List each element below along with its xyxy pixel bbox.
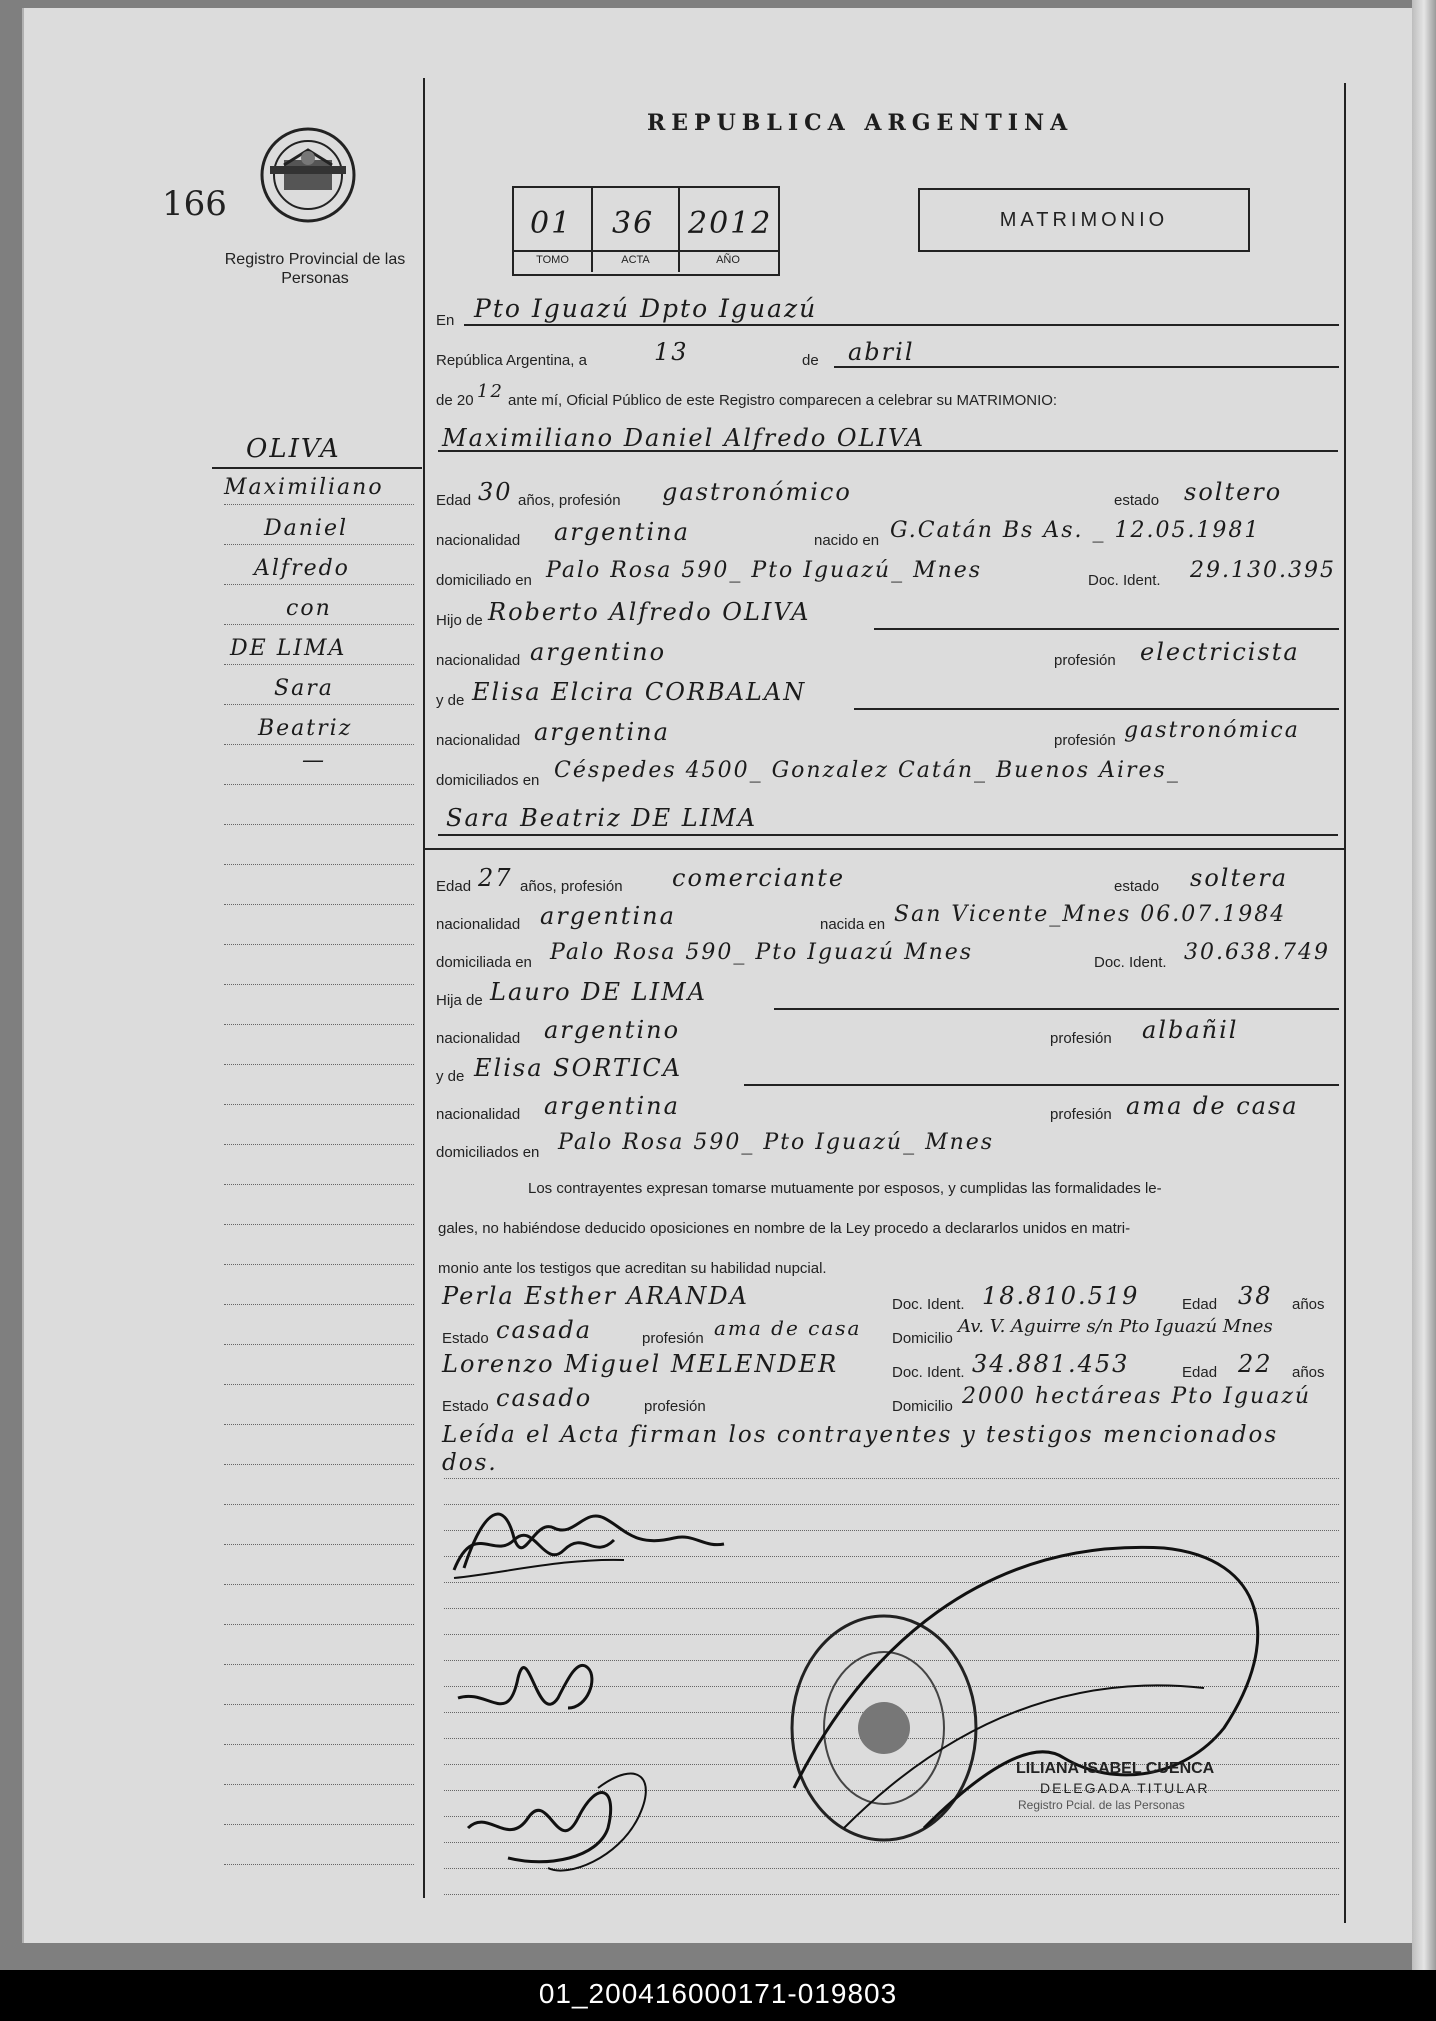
closing-line-1: Leída el Acta firman los contrayentes y testigos mencionados (442, 1422, 1279, 1448)
record-type: MATRIMONIO (918, 188, 1250, 252)
groom-mother-nat-label: nacionalidad (436, 732, 521, 749)
witness2-doc-label: Doc. Ident. (892, 1364, 965, 1381)
margin-rule-line (224, 824, 414, 825)
margin-rule-line (224, 864, 414, 865)
bride-profesion-label: años, profesión (520, 878, 623, 895)
margin-rule-line (224, 744, 414, 745)
margin-rule-line (224, 984, 414, 985)
groom-hijo-label: Hijo de (436, 612, 483, 629)
margin-rule-line (224, 664, 414, 665)
bride-father-nat-label: nacionalidad (436, 1030, 521, 1047)
groom-edad-label: Edad (436, 492, 472, 509)
witness1-age: 38 (1238, 1282, 1273, 1310)
margin-rule-line (224, 544, 414, 545)
groom-doc: 29.130.395 (1190, 558, 1336, 583)
margin-name: Maximiliano (224, 475, 384, 500)
margin-rule-line (224, 1304, 414, 1305)
witness1-estado-label: Estado (442, 1330, 489, 1347)
acta-value: 36 (612, 206, 655, 241)
groom-father: Roberto Alfredo OLIVA (488, 598, 811, 626)
bride-nacida-label: nacida en (820, 916, 886, 933)
margin-rule-line (224, 1024, 414, 1025)
witness2-edad-label: Edad (1182, 1364, 1218, 1381)
groom-father-prof: electricista (1140, 638, 1300, 666)
groom-yde-label: y de (436, 692, 465, 709)
witness1-profession: ama de casa (714, 1316, 862, 1340)
margin-dash: — (302, 748, 326, 773)
groom-domiciliado-label: domiciliado en (436, 572, 532, 589)
margin-rule-line (224, 1504, 414, 1505)
margin-name-surname: OLIVA (246, 434, 341, 464)
bride-father-rule (774, 1008, 1339, 1010)
margin-rule-line (224, 1144, 414, 1145)
margin-rule-line (224, 624, 414, 625)
groom-mother: Elisa Elcira CORBALAN (472, 678, 807, 706)
witness2-anos-label: años (1292, 1364, 1325, 1381)
groom-profession: gastronómico (662, 478, 852, 506)
image-code: 01_200416000171-019803 (538, 1978, 898, 2009)
witness2-age: 22 (1238, 1350, 1273, 1378)
section-rule (423, 848, 1344, 850)
groom-father-prof-label: profesión (1054, 652, 1116, 669)
witness2-estado: casado (496, 1384, 593, 1412)
groom-domiciliados-label: domiciliados en (436, 772, 540, 789)
anio-label: AÑO (716, 254, 740, 266)
witness1-domicilio-label: Domicilio (892, 1330, 953, 1347)
right-margin-rule (1344, 83, 1346, 1923)
bride-age: 27 (478, 864, 513, 892)
bride-estado-label: estado (1114, 878, 1160, 895)
year-prefix: de 20 (436, 392, 474, 409)
officer-name: LILIANA ISABEL CUENCA (1016, 1760, 1215, 1777)
witness1-anos-label: años (1292, 1296, 1325, 1313)
bride-doc: 30.638.749 (1184, 940, 1330, 965)
witness2-profesion-label: profesión (644, 1398, 706, 1415)
groom-father-nat-label: nacionalidad (436, 652, 521, 669)
margin-rule-line (224, 584, 414, 585)
margin-name-surname: DE LIMA (230, 636, 347, 661)
witness1-estado: casada (496, 1316, 593, 1344)
bride-yde-label: y de (436, 1068, 465, 1085)
witness1-doc: 18.810.519 (982, 1282, 1140, 1310)
declaration-line-1: Los contrayentes expresan tomarse mutuamente por esposos, y cumplidas las formalidades le- (528, 1180, 1162, 1197)
intro-statement: ante mí, Oficial Público de este Registro comparecen a celebrar su MATRIMONIO: (508, 392, 1058, 409)
de-label: de (802, 352, 819, 369)
witness2-estado-label: Estado (442, 1398, 489, 1415)
bride-father-prof-label: profesión (1050, 1030, 1112, 1047)
margin-rule-line (224, 1744, 414, 1745)
bride-hija-label: Hija de (436, 992, 483, 1009)
signature-rule-line (444, 1894, 1339, 1895)
groom-nationality: argentina (554, 518, 690, 546)
en-label: En (436, 312, 455, 329)
bride-father-nat: argentino (544, 1016, 681, 1044)
bride-name-rule (438, 834, 1338, 836)
margin-rule-line (224, 1224, 414, 1225)
anio-value: 2012 (688, 206, 773, 241)
margin-rule-line (224, 1104, 414, 1105)
groom-nacido-label: nacido en (814, 532, 880, 549)
groom-mother-prof: gastronómica (1124, 718, 1300, 743)
witness2-domicilio-label: Domicilio (892, 1398, 953, 1415)
margin-rule-line (224, 944, 414, 945)
groom-estado: soltero (1184, 478, 1283, 506)
declaration-line-3: monio ante los testigos que acreditan su habilidad nupcial. (438, 1260, 827, 1277)
margin-rule-line (224, 1424, 414, 1425)
margin-rule-line (224, 1584, 414, 1585)
box-label-rule (514, 250, 778, 252)
bride-father-prof: albañil (1142, 1016, 1239, 1044)
year-suffix: 12 (477, 381, 504, 402)
margin-rule-line (224, 1344, 414, 1345)
bride-nationality: argentina (540, 902, 676, 930)
margin-rule-line (224, 1464, 414, 1465)
bride-parents-address: Palo Rosa 590_ Pto Iguazú_ Mnes (558, 1130, 995, 1155)
bride-domiciliados-label: domiciliados en (436, 1144, 540, 1161)
bride-full-name: Sara Beatriz DE LIMA (446, 804, 758, 832)
place-rule (464, 324, 1339, 326)
tomo-label: TOMO (536, 254, 569, 266)
tomo-value: 01 (530, 206, 573, 241)
bride-estado: soltera (1190, 864, 1289, 892)
bride-doc-label: Doc. Ident. (1094, 954, 1167, 971)
acta-label: ACTA (621, 254, 650, 266)
place-value: Pto Iguazú Dpto Iguazú (474, 294, 818, 323)
bride-address: Palo Rosa 590_ Pto Iguazú Mnes (550, 940, 974, 965)
bride-mother-nat-label: nacionalidad (436, 1106, 521, 1123)
margin-rule-line (224, 1664, 414, 1665)
province-seal-icon (256, 120, 360, 230)
folio-number: 166 (162, 184, 227, 224)
margin-rule-line (224, 1704, 414, 1705)
witness2-name: Lorenzo Miguel MELENDER (442, 1350, 839, 1378)
bride-father: Lauro DE LIMA (490, 978, 707, 1006)
groom-father-rule (874, 628, 1339, 630)
country-title: REPUBLICA ARGENTINA (647, 110, 1074, 136)
witness2-doc: 34.881.453 (972, 1350, 1130, 1378)
margin-name: Sara (274, 676, 334, 701)
margin-name: Alfredo (254, 556, 350, 581)
groom-name-rule (438, 450, 1338, 452)
registry-name: Registro Provincial de las Personas (224, 251, 406, 287)
witness1-profesion-label: profesión (642, 1330, 704, 1347)
margin-rule-line (224, 1624, 414, 1625)
closing-line-2: dos. (442, 1450, 498, 1476)
bride-mother-rule (744, 1084, 1339, 1086)
margin-rule-line (224, 1544, 414, 1545)
witness1-address: Av. V. Aguirre s/n Pto Iguazú Mnes (958, 1316, 1273, 1337)
left-margin-rule (423, 78, 425, 1898)
margin-name: con (286, 596, 332, 621)
groom-birth: G.Catán Bs As. _ 12.05.1981 (890, 518, 1261, 543)
officer-office: Registro Pcial. de las Personas (1018, 1798, 1185, 1812)
margin-rule-line (224, 1264, 414, 1265)
bride-nacionalidad-label: nacionalidad (436, 916, 521, 933)
witness1-doc-label: Doc. Ident. (892, 1296, 965, 1313)
bride-signature-icon (444, 1500, 644, 1590)
margin-rule-line (224, 784, 414, 785)
margin-rule-line (224, 1184, 414, 1185)
groom-mother-nat: argentina (534, 718, 670, 746)
groom-estado-label: estado (1114, 492, 1160, 509)
groom-address: Palo Rosa 590_ Pto Iguazú_ Mnes (546, 558, 983, 583)
bride-birth: San Vicente_Mnes 06.07.1984 (894, 902, 1287, 927)
bride-profession: comerciante (672, 864, 846, 892)
groom-full-name: Maximiliano Daniel Alfredo OLIVA (442, 424, 926, 452)
witness1-name: Perla Esther ARANDA (442, 1282, 749, 1310)
margin-name: Beatriz (258, 716, 353, 741)
groom-nacionalidad-label: nacionalidad (436, 532, 521, 549)
margin-rule-line (224, 1384, 414, 1385)
witness2-signature-icon (448, 1748, 668, 1878)
margin-name: Daniel (264, 516, 349, 541)
margin-rule-line (224, 504, 414, 505)
month-value: abril (848, 338, 915, 366)
day-value: 13 (654, 338, 689, 366)
bride-mother-prof: ama de casa (1126, 1092, 1299, 1120)
groom-mother-prof-label: profesión (1054, 732, 1116, 749)
bride-domiciliada-label: domiciliada en (436, 954, 532, 971)
groom-profesion-label: años, profesión (518, 492, 621, 509)
officer-title: DELEGADA TITULAR (1040, 1780, 1210, 1796)
witness2-address: 2000 hectáreas Pto Iguazú (962, 1384, 1312, 1409)
margin-rule-line (224, 1864, 414, 1865)
margin-underline (212, 467, 422, 469)
bride-mother-nat: argentina (544, 1092, 680, 1120)
declaration-line-2: gales, no habiéndose deducido oposiciones en nombre de la Ley procedo a declararlos unidos en matri- (438, 1220, 1131, 1237)
witness1-edad-label: Edad (1182, 1296, 1218, 1313)
margin-rule-line (224, 1784, 414, 1785)
margin-rule-line (224, 904, 414, 905)
official-stamp-icon (784, 1528, 1344, 1868)
page-edge (1412, 0, 1436, 1970)
republica-label: República Argentina, a (436, 352, 587, 369)
bride-mother: Elisa SORTICA (474, 1054, 683, 1082)
margin-rule-line (224, 1824, 414, 1825)
groom-mother-rule (854, 708, 1339, 710)
groom-doc-label: Doc. Ident. (1088, 572, 1161, 589)
witness1-signature-icon (448, 1638, 618, 1748)
groom-father-nat: argentino (530, 638, 667, 666)
groom-age: 30 (478, 478, 513, 506)
date-rule (834, 366, 1339, 368)
document-sheet (22, 8, 1414, 1943)
bride-mother-prof-label: profesión (1050, 1106, 1112, 1123)
margin-rule-line (224, 704, 414, 705)
margin-rule-line (224, 1064, 414, 1065)
groom-parents-address: Céspedes 4500_ Gonzalez Catán_ Buenos Aires_ (554, 758, 1180, 783)
bride-edad-label: Edad (436, 878, 472, 895)
